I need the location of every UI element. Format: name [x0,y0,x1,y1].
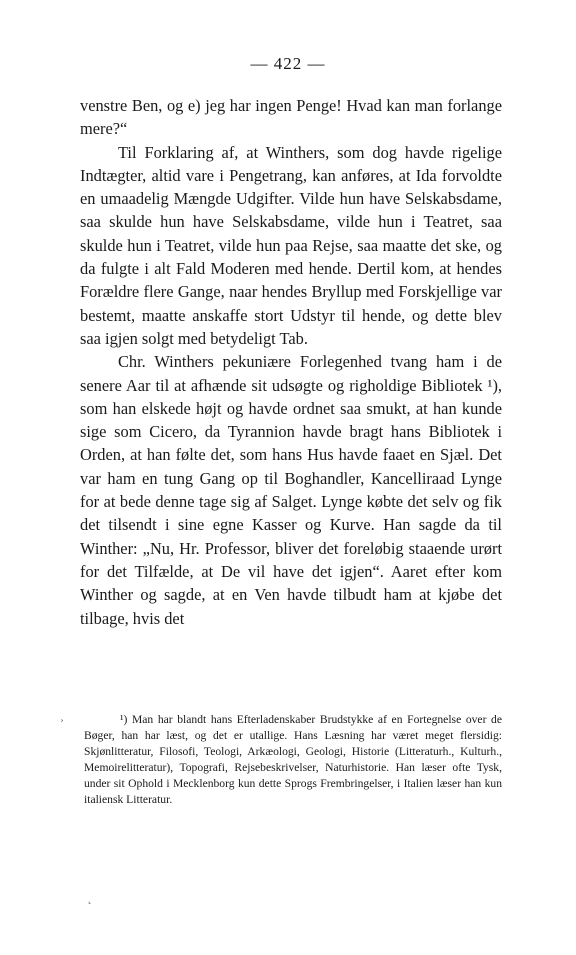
body-text [80,94,502,630]
paragraph-3: Chr. Winthers pekuniære Forlegenhed tvang ham i de senere Aar til at afhænde sit udsøgte og righoldige Bibliotek ¹), som han elskede højt og havde ordnet saa smukt, at han kunde sige som Cicero, da Tyrannion havde bragt hans Bibliotek i Orden, at han følte det, som hans Hus havde faaet en Sjæl. Det var ham en tung Gang op til Boghandler, Kancelliraad Lynge for at bede denne tage sig af Salget. Lynge købte det selv og fik det tilsendt i sine egne Kasser og Kurve. Han sagde da til Winther: „Nu, Hr. Professor, bliver det foreløbig staaende urørt for det Tilfælde, at De vil have det igjen“. Aaret efter kom Winther og sagde, at en Ven havde tilbudt ham at kjøbe det tilbage, hvis det [80,352,502,628]
paragraph-1: venstre Ben, og e) jeg har ingen Penge! Hvad kan man forlange mere?“ [80,96,502,139]
paragraph-2: Til Forklaring af, at Winthers, som dog havde rigelige Indtægter, altid vare i Pengetrang, kan anføres, at Ida forvoldte en umaadelig Mængde Udgifter. Vilde hun have Selskabsdame, saa skulde hun have Selskabsdame, vilde hun i Teatret, saa skulde hun i Teatret, vilde hun paa Rejse, saa maatte det ske, og da fulgte i alt Fald Moderen med hende. Dertil kom, at hendes Forældre flere Gange, naar hendes Bryllup med Forskjellige var bestemt, maatte anskaffe stort Udstyr til hende, og dette blev saa igjen solgt med betydeligt Tab. [80,142,502,348]
page-number: — 422 — [250,54,326,73]
margin-speck: ¸ [60,710,64,722]
footnote-text: ¹) Man har blandt hans Efterladenskaber Brudstykke af en Fortegnelse over de Bøger, han har læst, og det er utallige. Hans Læsning har været meget flersidig: Skjønlitteratur, Filosofi, Teologi, Arkæologi, Geologi, Historie (Litteraturh., Kulturh., Memoirelitteratur), Topografi, Rejsebeskrivelser, Naturhistorie. Han læser ofte Tysk, under sit Ophold i Mecklenborg kun dette Sprogs Frembringelser, i Italien læser han kun italiensk Litteratur. [84,713,502,807]
bottom-speck: ˛ [88,893,92,905]
footnote [84,712,502,809]
